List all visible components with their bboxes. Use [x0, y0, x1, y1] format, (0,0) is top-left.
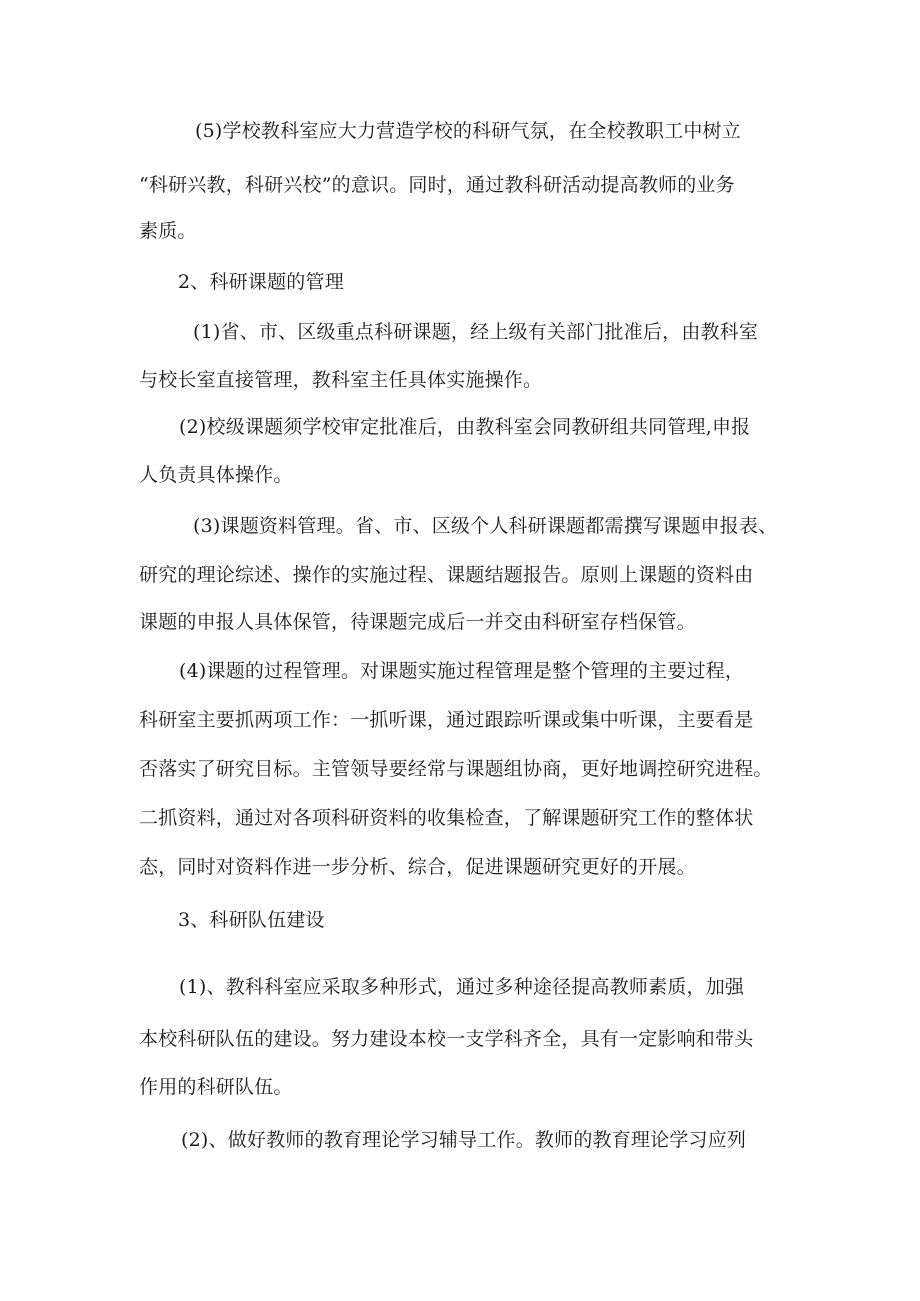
- text-line: 本校科研队伍的建设。努力建设本校一支学科齐全，具有一定影响和带头: [139, 1028, 754, 1050]
- text-line: “科研兴教，科研兴校”的意识。同时，通过教科研活动提高教师的业务: [139, 174, 735, 196]
- text-line: 课题的申报人具体保管，待课题完成后一并交由科研室存档保管。: [139, 611, 696, 633]
- text-line: 态，同时对资料作进一步分析、综合，促进课题研究更好的开展。: [139, 856, 696, 878]
- section-heading: 3、科研队伍建设: [178, 909, 325, 931]
- text-line: 作用的科研队伍。: [139, 1076, 293, 1098]
- text-line: 科研室主要抓两项工作：一抓听课，通过跟踪听课或集中听课，主要看是: [139, 709, 754, 731]
- section-heading: 2、科研课题的管理: [178, 271, 344, 293]
- text-line: (1)、教科科室应采取多种形式，通过多种途径提高教师素质，加强: [179, 976, 745, 998]
- text-line: (2)、做好教师的教育理论学习辅导工作。教师的教育理论学习应列: [181, 1129, 747, 1151]
- text-line: 二抓资料，通过对各项科研资料的收集检查，了解课题研究工作的整体状: [139, 807, 754, 829]
- text-line: 与校长室直接管理，教科室主任具体实施操作。: [139, 369, 543, 391]
- text-line: (4)课题的过程管理。对课题实施过程管理是整个管理的主要过程，: [179, 660, 745, 682]
- text-line: (1)省、市、区级重点科研课题，经上级有关部门批准后，由教科室: [193, 321, 759, 343]
- text-line: 素质。: [139, 220, 197, 242]
- text-line: (5)学校教科室应大力营造学校的科研气氛，在全校教职工中树立: [195, 120, 741, 142]
- text-line: (3)课题资料管理。省、市、区级个人科研课题都需撰写课题申报表、: [193, 515, 778, 537]
- text-line: 研究的理论综述、操作的实施过程、课题结题报告。原则上课题的资料由: [139, 564, 754, 586]
- text-line: 人负责具体操作。: [139, 464, 293, 486]
- text-line: 否落实了研究目标。主管领导要经常与课题组协商，更好地调控研究进程。: [139, 758, 773, 780]
- text-line: (2)校级课题须学校审定批准后，由教科室会同教研组共同管理,申报: [179, 416, 751, 438]
